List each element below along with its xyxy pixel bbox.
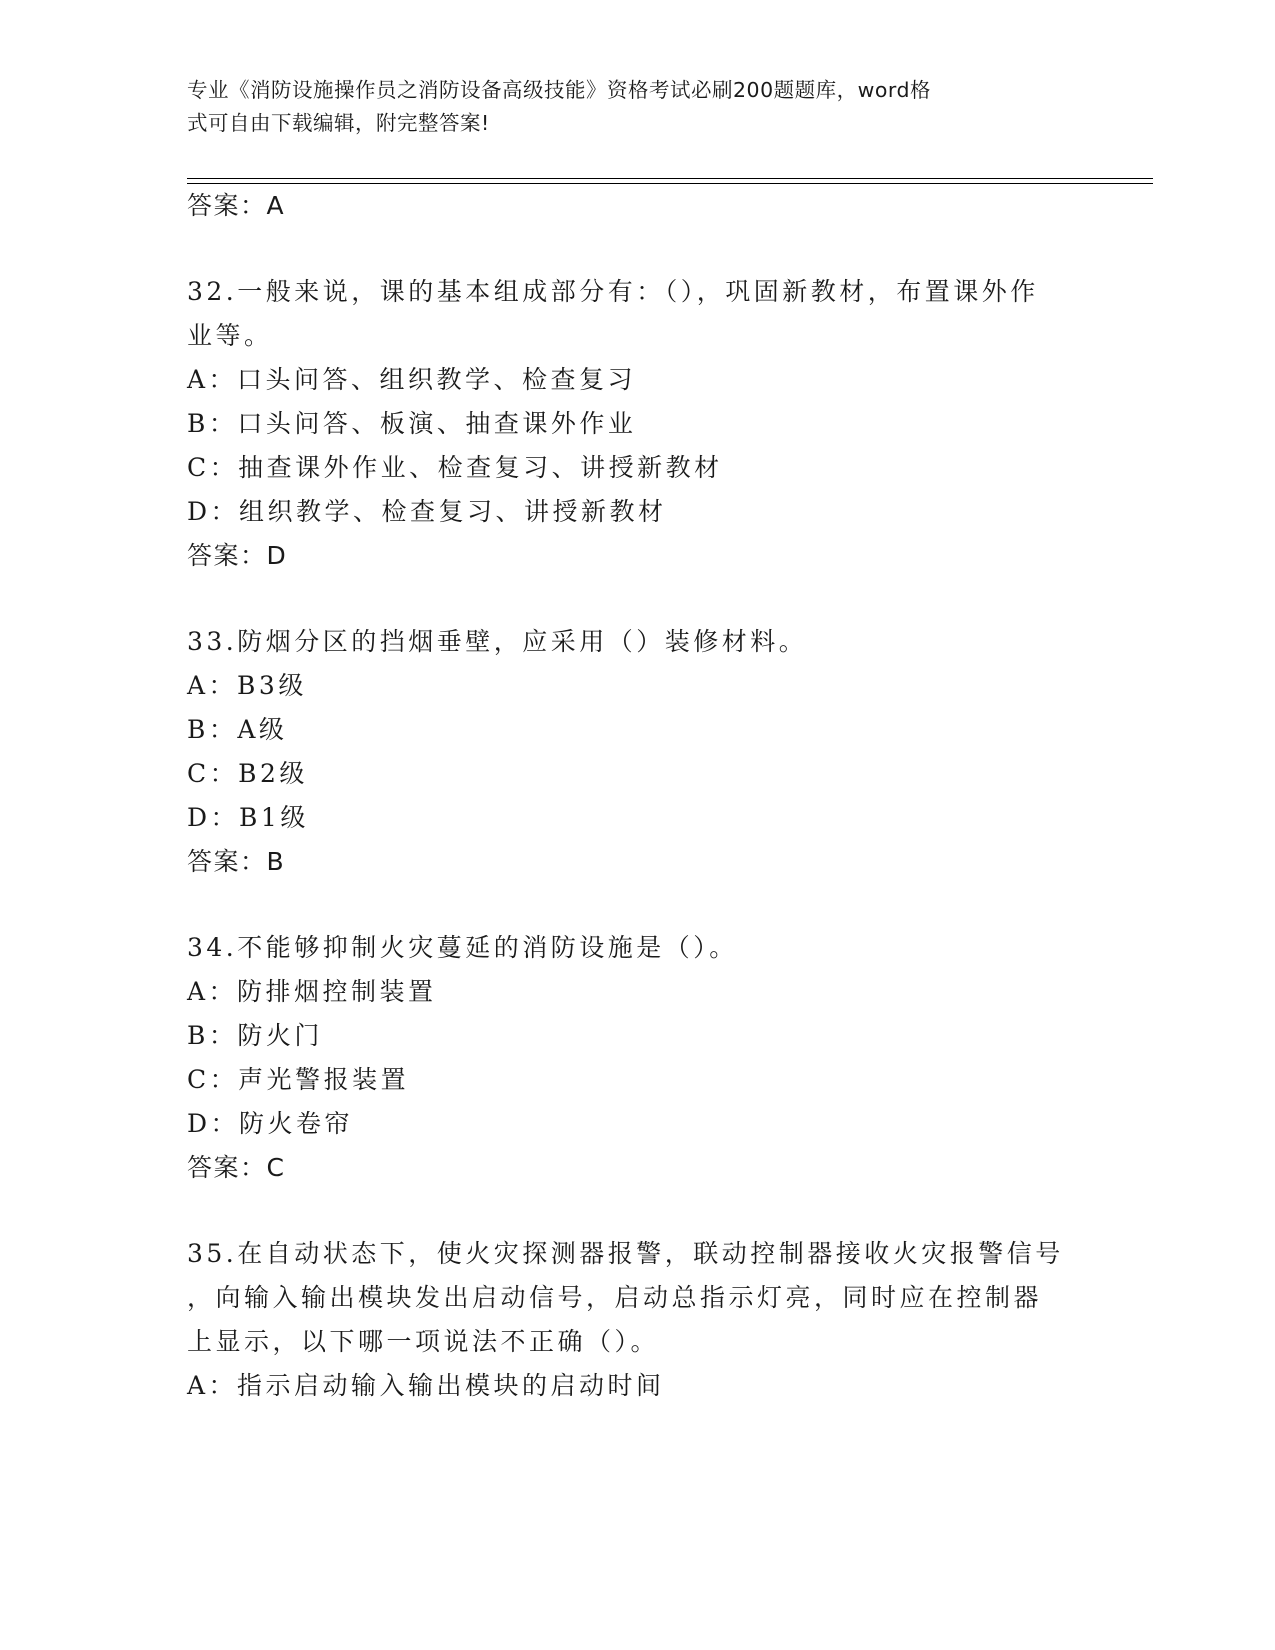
question-34-option-b: B：防火门 (187, 1021, 323, 1050)
header-rule-bottom (187, 183, 1153, 184)
question-32-option-d: D：组织教学、检查复习、讲授新教材 (187, 497, 667, 526)
question-35-stem-2: ，向输入输出模块发出启动信号，启动总指示灯亮，同时应在控制器 (187, 1283, 1043, 1312)
header-line-1: 专业《消防设施操作员之消防设备高级技能》资格考试必刷200题题库，word格 (187, 78, 932, 102)
question-33-option-d: D：B1级 (187, 803, 309, 832)
header-line-2: 式可自由下载编辑，附完整答案! (187, 111, 490, 135)
question-34-answer: 答案：C (187, 1153, 286, 1182)
question-32-answer: 答案：D (187, 541, 288, 570)
question-33-option-a: A：B3级 (187, 671, 307, 700)
question-35-stem-3: 上显示，以下哪一项说法不正确（）。 (187, 1327, 660, 1356)
question-33-option-b: B：A级 (187, 715, 288, 744)
question-32-option-a: A：口头问答、组织教学、检查复习 (187, 365, 637, 394)
answer-previous: 答案：A (187, 191, 286, 220)
question-33-answer: 答案：B (187, 847, 286, 876)
question-32-stem-2: 业等。 (187, 321, 273, 350)
question-32-stem-1: 32.一般来说，课的基本组成部分有：（），巩固新教材，布置课外作 (187, 277, 1039, 306)
question-33-option-c: C：B2级 (187, 759, 308, 788)
question-32-option-c: C：抽查课外作业、检查复习、讲授新教材 (187, 453, 723, 482)
document-header (187, 74, 1067, 140)
question-35-option-a: A：指示启动输入输出模块的启动时间 (187, 1371, 665, 1400)
question-33-stem-1: 33.防烟分区的挡烟垂壁，应采用（）装修材料。 (187, 627, 808, 656)
question-32-option-b: B：口头问答、板演、抽查课外作业 (187, 409, 637, 438)
question-35-stem-1: 35.在自动状态下，使火灾探测器报警，联动控制器接收火灾报警信号 (187, 1239, 1064, 1268)
question-34-stem-1: 34.不能够抑制火灾蔓延的消防设施是（）。 (187, 933, 738, 962)
question-34-option-a: A：防排烟控制装置 (187, 977, 437, 1006)
question-34-option-c: C：声光警报装置 (187, 1065, 410, 1094)
header-rule-top (187, 178, 1153, 179)
question-34-option-d: D：防火卷帘 (187, 1109, 354, 1138)
